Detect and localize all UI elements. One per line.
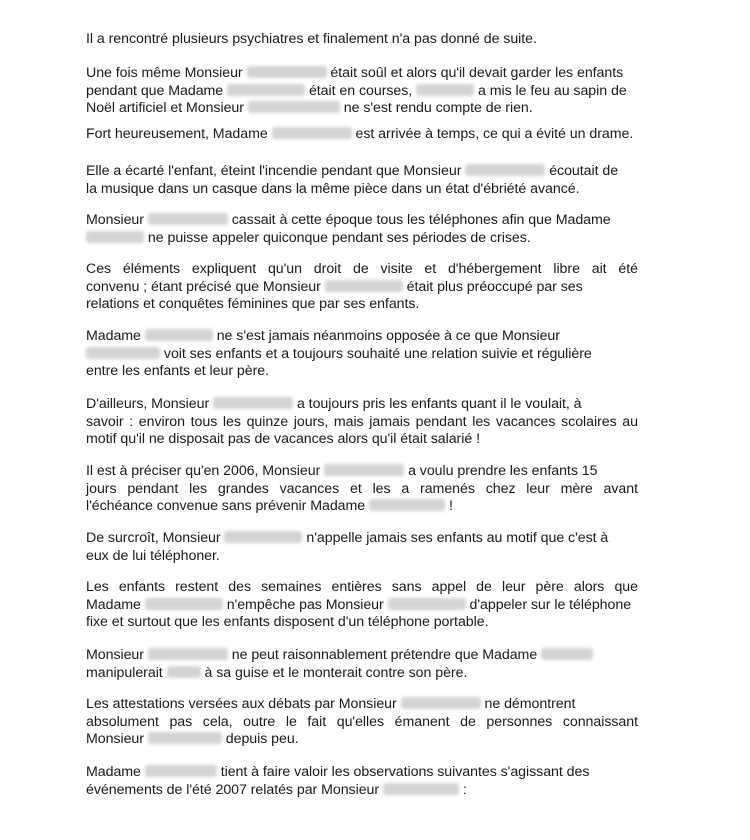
redacted-name xyxy=(465,164,545,176)
redacted-name xyxy=(227,84,305,96)
text-line: convenu ; étant précisé que Monsieur était plus préoccupé par ses xyxy=(86,278,583,295)
text-line: l'échéance convenue sans prévenir Madame ! xyxy=(86,498,453,515)
paragraph-5 xyxy=(86,212,638,247)
text-line: Madame ne s'est jamais néanmoins opposée à ce que Monsieur xyxy=(86,328,560,344)
redacted-name xyxy=(86,231,144,243)
redacted-name xyxy=(148,732,222,744)
text-line: relations et conquêtes féminines que par ses enfants. xyxy=(86,296,420,313)
text-line: pendant que Madame était en courses, a mis le feu au sapin de xyxy=(86,82,627,99)
redacted-name xyxy=(369,499,445,511)
text-line: événements de l'été 2007 relatés par Monsieur : xyxy=(86,781,467,798)
text-line: jours pendant les grandes vacances et les a ramenés chez leur mère avant xyxy=(86,480,638,497)
redacted-name xyxy=(86,347,160,359)
paragraph-6 xyxy=(86,261,638,314)
redacted-name xyxy=(145,329,213,341)
redacted-name xyxy=(325,280,403,292)
text-line: eux de lui téléphoner. xyxy=(86,547,220,564)
text-line: ne puisse appeler quiconque pendant ses périodes de crises. xyxy=(86,230,638,248)
redacted-name xyxy=(224,531,302,543)
text-line: Elle a écarté l'enfant, éteint l'incendie pendant que Monsieur écoutait de xyxy=(86,163,619,179)
text-line: voit ses enfants et a toujours souhaité une relation suivie et régulière xyxy=(86,346,638,364)
text-line: Il a rencontré plusieurs psychiatres et finalement n'a pas donné de suite. xyxy=(86,31,537,47)
text-line: Monsieur depuis peu. xyxy=(86,731,299,748)
redacted-name xyxy=(272,127,352,139)
paragraph-3 xyxy=(86,126,638,144)
text-line: De surcroît, Monsieur n'appelle jamais ses enfants au motif que c'est à xyxy=(86,530,609,546)
redacted-name xyxy=(324,464,404,476)
paragraph-4 xyxy=(86,163,638,198)
text-line: Les attestations versées aux débats par Monsieur ne démontrent xyxy=(86,696,576,712)
redacted-name xyxy=(148,213,228,225)
paragraph-11 xyxy=(86,579,638,632)
text-line: Monsieur ne peut raisonnablement prétendre que Madame xyxy=(86,647,638,665)
text-line: savoir : environ tous les quinze jours, mais jamais pendant les vacances scolaires au xyxy=(86,413,638,430)
redacted-name xyxy=(145,598,223,610)
paragraph-9 xyxy=(86,463,638,516)
text-line: Monsieur cassait à cette époque tous les téléphones afin que Madame xyxy=(86,212,611,228)
paragraph-12 xyxy=(86,647,638,682)
redacted-name xyxy=(416,84,474,96)
text-line: manipulerait à sa guise et le monterait contre son père. xyxy=(86,664,468,681)
redacted-name xyxy=(247,66,327,78)
text-line: absolument pas cela, outre le fait qu'elles émanent de personnes connaissant xyxy=(86,713,638,730)
text-line: Les enfants restent des semaines entières sans appel de leur père alors que xyxy=(86,579,638,595)
redacted-name xyxy=(541,648,593,660)
redacted-name xyxy=(213,397,293,409)
paragraph-10 xyxy=(86,530,638,565)
paragraph-7 xyxy=(86,328,638,381)
text-line: Noël artificiel et Monsieur ne s'est rendu compte de rien. xyxy=(86,100,533,117)
redacted-name xyxy=(248,101,340,113)
text-line: Madame tient à faire valoir les observations suivantes s'agissant des xyxy=(86,764,590,780)
text-line: Fort heureusement, Madame est arrivée à temps, ce qui a évité un drame. xyxy=(86,126,634,142)
redacted-name xyxy=(388,598,466,610)
text-line: Ces éléments expliquent qu'un droit de visite et d'hébergement libre ait été xyxy=(86,261,638,277)
redacted-name xyxy=(148,648,228,660)
text-line: Il est à préciser qu'en 2006, Monsieur a voulu prendre les enfants 15 xyxy=(86,463,598,479)
text-line: la musique dans un casque dans la même pièce dans un état d'ébriété avancé. xyxy=(86,180,580,197)
text-line: D'ailleurs, Monsieur a toujours pris les enfants quant il le voulait, à xyxy=(86,396,582,412)
redacted-name xyxy=(145,765,217,777)
text-line: Madame n'empêche pas Monsieur d'appeler sur le téléphone xyxy=(86,596,632,613)
paragraph-13 xyxy=(86,696,638,749)
paragraph-1 xyxy=(86,31,638,49)
paragraph-2 xyxy=(86,65,638,118)
redacted-name xyxy=(383,783,459,795)
text-line: fixe et surtout que les enfants disposent d'un téléphone portable. xyxy=(86,614,489,631)
paragraph-8 xyxy=(86,396,638,449)
text-line: motif qu'il ne disposait pas de vacances alors qu'il était salarié ! xyxy=(86,431,480,448)
text-line: entre les enfants et leur père. xyxy=(86,363,269,380)
paragraph-14 xyxy=(86,764,638,799)
redacted-name xyxy=(167,666,201,678)
redacted-name xyxy=(401,697,481,709)
text-line: Une fois même Monsieur était soûl et alors qu'il devait garder les enfants xyxy=(86,65,624,81)
